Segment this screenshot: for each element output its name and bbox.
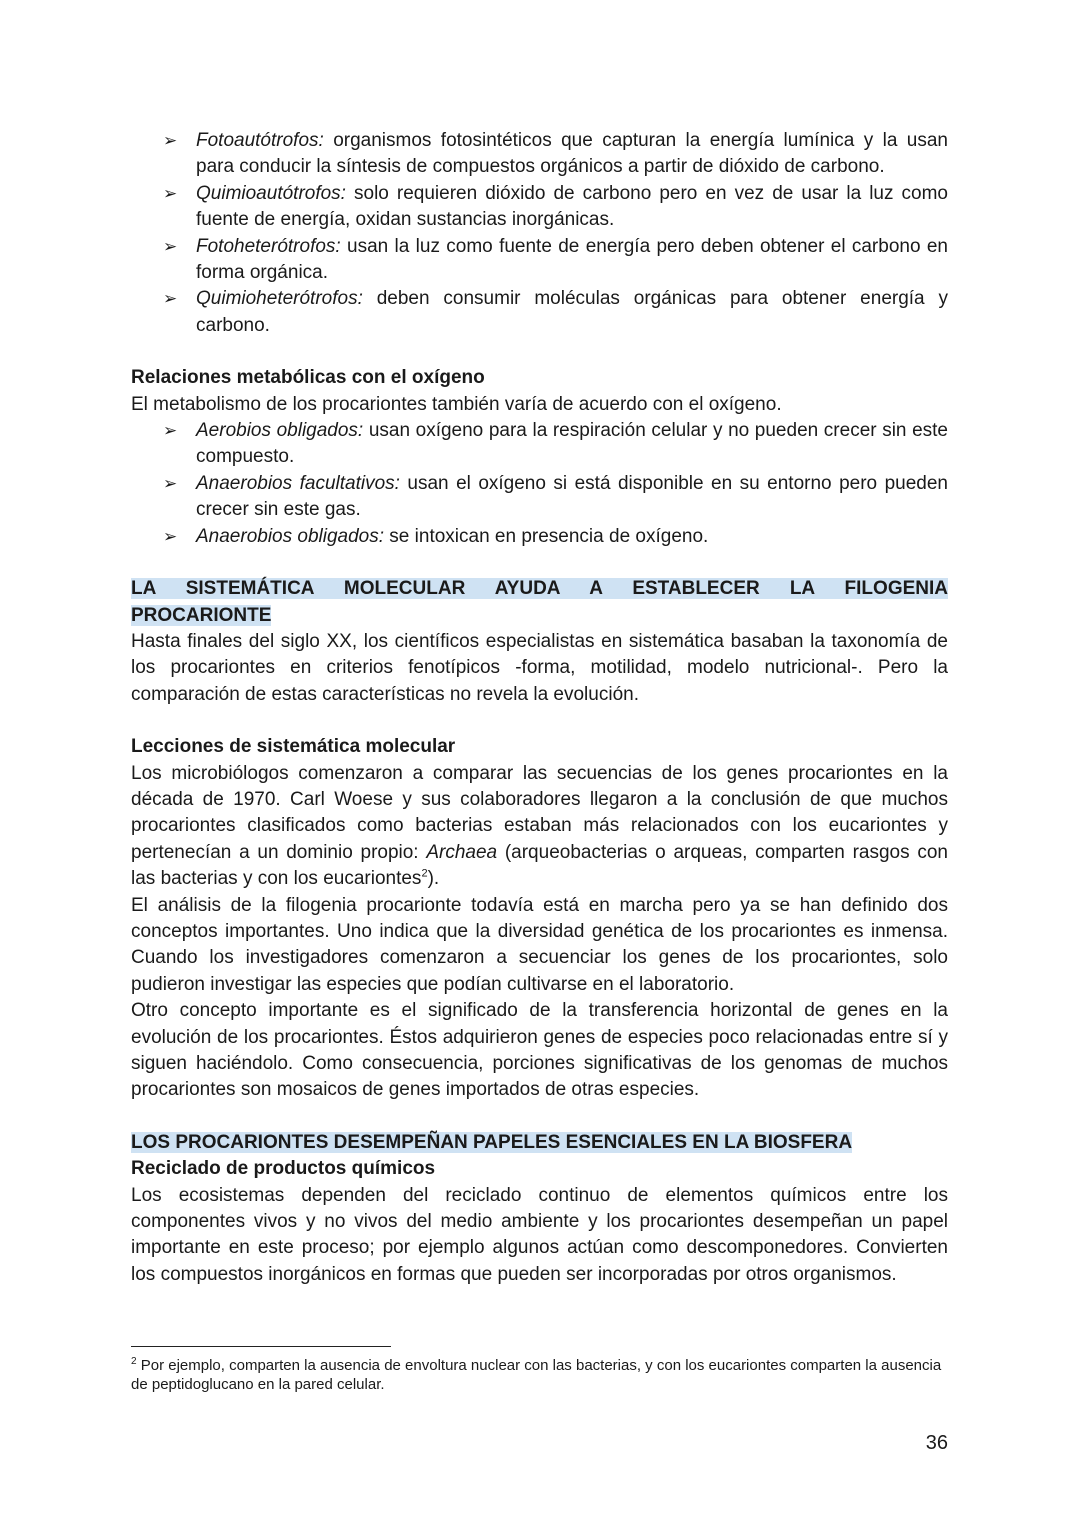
footnote	[131, 1356, 946, 1394]
definition: usan oxígeno para la respiración celular y no pueden crecer sin este compuesto.	[196, 420, 948, 468]
spacer	[131, 550, 948, 576]
spacer	[131, 339, 948, 365]
definition: deben consumir moléculas orgánicas para obtener energía y carbono.	[196, 288, 948, 336]
arrow-bullet-icon: ➢	[163, 183, 178, 204]
lessons-paragraph-3: Otro concepto importante es el significado de la transferencia horizontal de genes en la evolución de los procariontes. Éstos adquirieron genes de especies poco relacionadas entre sí y siguen haciéndolo. Como consecuencia, porciones significativas de los genomas de muchos procariontes son mosaicos de genes importados de otras especies.	[131, 1000, 948, 1101]
list-item	[131, 471, 948, 524]
arrow-bullet-icon: ➢	[163, 473, 178, 494]
title-line: LA SISTEMÁTICA MOLECULAR AYUDA A ESTABLECER LA FILOGENIA	[131, 578, 948, 600]
text-run: Los microbiólogos comenzaron a comparar las secuencias de los genes procariontes en la década de 1970. Carl Woese y sus colaboradores llegaron a la conclusión de que muchos procariontes clasificados como bacterias estaban más relacionados con los eucariontes y pertenecían a un dominio propio:	[131, 762, 948, 863]
term: Quimioautótrofos:	[196, 182, 346, 204]
list-item	[131, 234, 948, 287]
title-line: PROCARIONTE	[131, 604, 272, 626]
footnote-ref[interactable]: 2	[421, 867, 428, 880]
footnote-mark: 2	[131, 1356, 137, 1367]
oxygen-list	[131, 418, 948, 550]
section-title-systematics-cont	[131, 603, 948, 629]
term: Anaerobios facultativos:	[196, 472, 400, 494]
lessons-heading: Lecciones de sistemática molecular	[131, 736, 456, 758]
arrow-bullet-icon: ➢	[163, 236, 178, 257]
footnote-text: Por ejemplo, comparten la ausencia de envoltura nuclear con las bacterias, y con los eucariontes comparten la ausencia de peptidoglucano en la pared celular.	[131, 1357, 942, 1393]
definition: organismos fotosintéticos que capturan la energía lumínica y la usan para conducir la síntesis de compuestos orgánicos a partir de dióxido de carbono.	[196, 130, 948, 178]
arrow-bullet-icon: ➢	[163, 131, 178, 151]
definition: se intoxican en presencia de oxígeno.	[384, 525, 709, 547]
arrow-bullet-icon: ➢	[163, 421, 178, 442]
lessons-paragraph-1	[131, 761, 948, 893]
section-title-biosphere	[131, 1130, 948, 1156]
definition: usan la luz como fuente de energía pero deben obtener el carbono en forma orgánica.	[196, 235, 948, 284]
lessons-paragraph-2: El análisis de la filogenia procarionte todavía está en marcha pero ya se han definido dos conceptos importantes. Uno indica que la diversidad genética de los procariontes es inmensa. Cuando los investigadores comenzaron a secuenciar los genes de los procariontes, solo pudieron investigar las especies que podían cultivarse en el laboratorio.	[131, 894, 948, 995]
footnote-divider	[131, 1346, 391, 1347]
section-title-systematics	[131, 576, 948, 602]
definition: usan el oxígeno si está disponible en su entorno pero pueden crecer sin este gas.	[196, 472, 948, 521]
term: Fotoautótrofos:	[196, 130, 324, 151]
list-item	[131, 418, 948, 471]
systematics-paragraph: Hasta finales del siglo XX, los científicos especialistas en sistemática basaban la taxonomía de los procariontes en criterios fenotípicos -forma, motilidad, modelo nutricional-. Pero la comparación de estas características no revela la evolución.	[131, 630, 948, 705]
list-item	[131, 524, 948, 550]
list-item	[131, 181, 948, 234]
oxygen-intro: El metabolismo de los procariontes también varía de acuerdo con el oxígeno.	[131, 393, 782, 415]
definition: solo requieren dióxido de carbono pero en vez de usar la luz como fuente de energía, oxidan sustancias inorgánicas.	[196, 182, 948, 231]
text-run: (arqueobacterias o arqueas, comparten rasgos con las bacterias y con los eucariontes	[131, 841, 948, 890]
term: Anaerobios obligados:	[196, 525, 385, 547]
page-number: 36	[925, 1432, 948, 1454]
arrow-bullet-icon: ➢	[163, 289, 178, 310]
archaea-term: Archaea	[426, 841, 498, 863]
page-body	[131, 128, 948, 1288]
term: Fotoheterótrofos:	[196, 235, 341, 257]
trophic-list	[131, 128, 948, 339]
oxygen-heading: Relaciones metabólicas con el oxígeno	[131, 367, 485, 389]
title-line: LOS PROCARIONTES DESEMPEÑAN PAPELES ESENCIALES EN LA BIOSFERA	[131, 1131, 853, 1153]
term: Quimioheterótrofos:	[196, 288, 363, 310]
list-item	[131, 128, 948, 181]
text-run: ).	[427, 868, 440, 890]
arrow-bullet-icon: ➢	[163, 526, 178, 547]
list-item	[131, 286, 948, 339]
spacer	[131, 1104, 948, 1130]
term: Aerobios obligados:	[196, 420, 364, 442]
biosphere-paragraph: Los ecosistemas dependen del reciclado continuo de elementos químicos entre los componentes vivos y no vivos del medio ambiente y los procariontes desempeñan un papel importante en este proceso; por ejemplo algunos actúan como descomponedores. Convierten los compuestos inorgánicos en formas que pueden ser incorporadas por otros organismos.	[131, 1184, 948, 1285]
spacer	[131, 708, 948, 734]
recycling-heading: Reciclado de productos químicos	[131, 1158, 436, 1180]
